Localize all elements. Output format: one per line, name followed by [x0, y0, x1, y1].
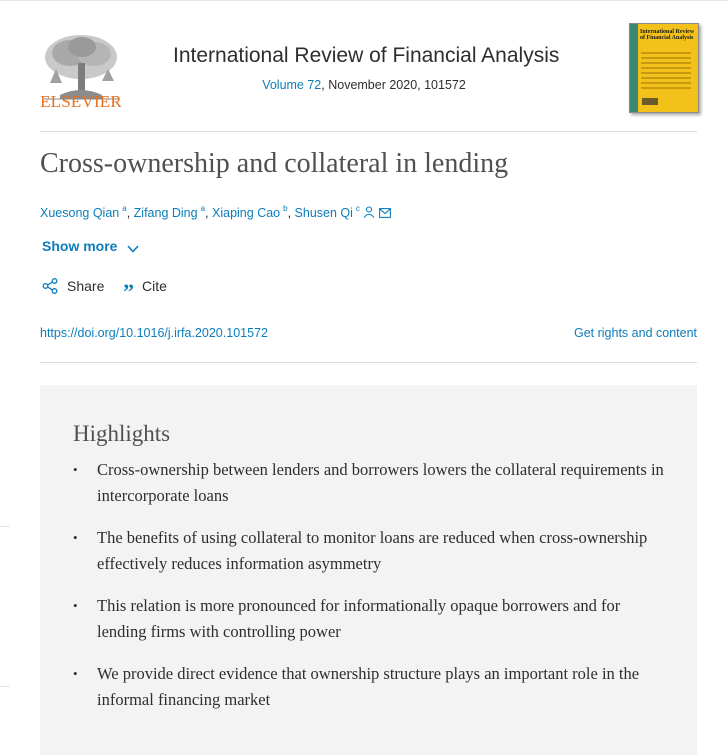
author-link[interactable]: Xiaping Cao — [212, 206, 281, 220]
highlights-section — [40, 385, 697, 755]
highlights-list — [73, 457, 673, 729]
show-more-button[interactable] — [42, 238, 139, 254]
cover-text-lines — [641, 52, 691, 92]
share-button[interactable] — [42, 278, 104, 294]
cover-title: International Review of Financial Analysis — [640, 29, 695, 41]
chevron-down-icon — [127, 245, 139, 253]
mail-icon[interactable] — [379, 208, 391, 218]
share-icon — [42, 278, 58, 294]
issue-info — [0, 78, 728, 92]
left-edge-rule — [0, 526, 10, 527]
list-item: • Cross-ownership between lenders and borrowers lowers the collateral requirements in intercorporate loans — [73, 457, 673, 509]
top-border — [0, 0, 728, 1]
elsevier-wordmark[interactable]: ELSEVIER — [40, 92, 122, 111]
show-more-label: Show more — [42, 238, 118, 254]
left-edge-rule — [0, 686, 10, 687]
divider — [40, 362, 697, 363]
author-link[interactable]: Shusen Qi — [294, 206, 353, 220]
cite-button[interactable] — [123, 278, 167, 305]
list-item: • This relation is more pronounced for informationally opaque borrowers and for lending firms with controlling power — [73, 593, 673, 645]
volume-link[interactable]: Volume 72 — [262, 78, 322, 92]
divider — [40, 131, 697, 132]
rights-link[interactable]: Get rights and content — [574, 326, 697, 340]
author-list: Xuesong Qian $^a$, Zifang Ding $^a$, Xiaping Cao $^b$, Shusen Qi $^c$ — [40, 204, 391, 220]
journal-cover-image[interactable] — [629, 23, 699, 113]
article-title: Cross-ownership and collateral in lending — [40, 148, 509, 179]
share-label: Share — [67, 278, 105, 294]
affiliation-marker[interactable]: c — [355, 204, 360, 213]
list-item: • We provide direct evidence that ownership structure plays an important role in the informal financing market — [73, 661, 673, 713]
doi-link[interactable]: https://doi.org/10.1016/j.irfa.2020.101572 — [40, 326, 268, 340]
cover-publisher-mark — [642, 98, 658, 105]
author-link[interactable]: Zifang Ding — [133, 206, 198, 220]
person-icon[interactable] — [363, 206, 375, 218]
cover-spine — [630, 24, 638, 112]
author-link[interactable]: Xuesong Qian — [40, 206, 120, 220]
affiliation-marker[interactable]: b — [283, 204, 288, 213]
list-item: • The benefits of using collateral to monitor loans are reduced when cross-ownership effectively reduces information asymmetry — [73, 525, 673, 577]
highlights-heading: Highlights — [73, 421, 171, 446]
cite-label: Cite — [142, 278, 167, 294]
affiliation-marker[interactable]: a — [200, 204, 206, 213]
issue-date: , November 2020, 101572 — [321, 78, 466, 92]
quote-icon: ” — [123, 279, 133, 304]
journal-title[interactable]: International Review of Financial Analysis — [173, 44, 560, 67]
affiliation-marker[interactable]: a — [122, 204, 127, 213]
